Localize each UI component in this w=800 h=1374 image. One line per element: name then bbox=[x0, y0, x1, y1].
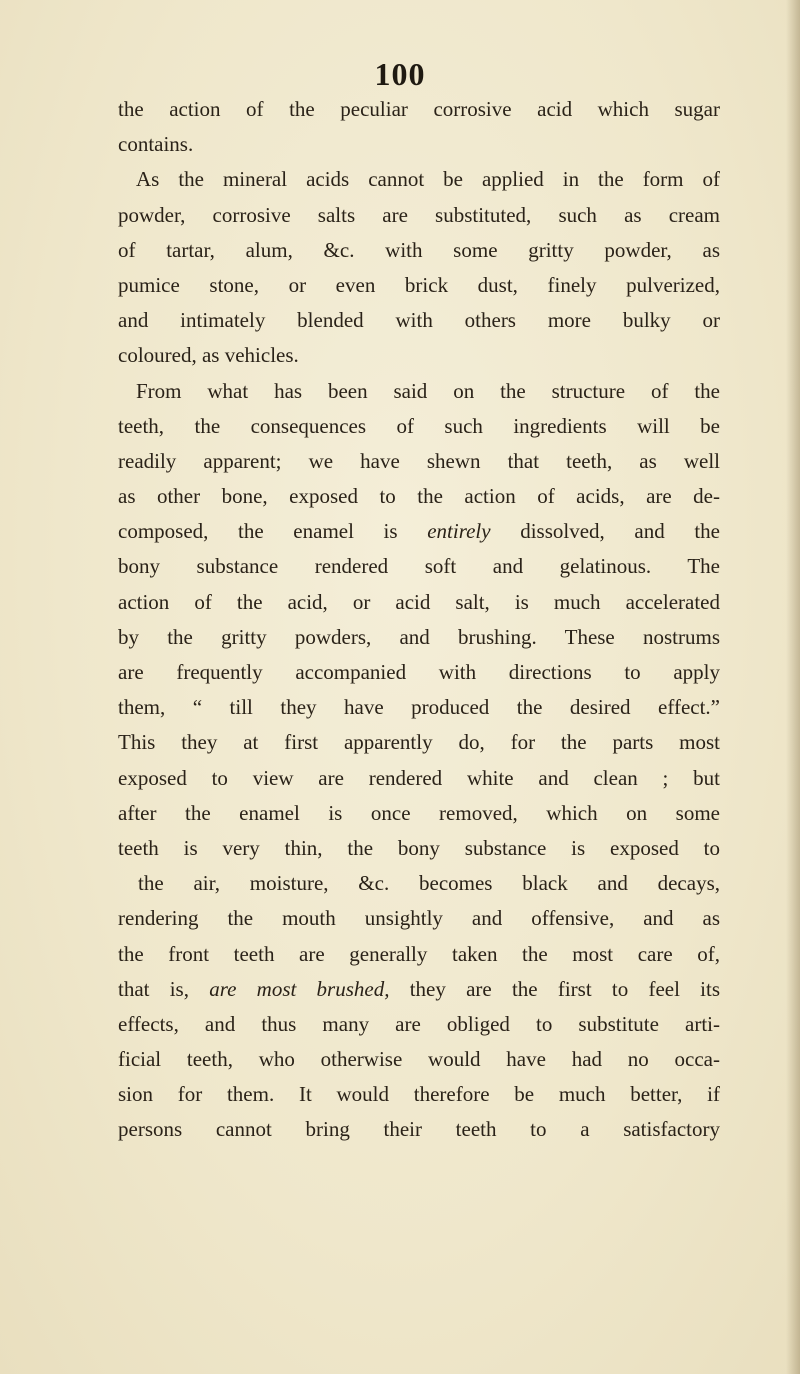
text-line: and intimately blended with others more bulky or bbox=[118, 308, 720, 333]
text-segment: composed, the enamel is bbox=[118, 519, 428, 544]
text-line: From what has been said on the structure of the bbox=[136, 378, 720, 403]
body-text bbox=[118, 92, 720, 1148]
text-line: teeth is very thin, the bony substance is exposed to bbox=[118, 835, 720, 860]
text-segment: dissolved, and the bbox=[490, 519, 720, 544]
text-line: after the enamel is once removed, which on some bbox=[118, 800, 720, 825]
text-line: This they at first apparently do, for the parts most bbox=[118, 730, 720, 755]
text-line: by the gritty powders, and brushing. These nostrums bbox=[118, 624, 720, 649]
text-line bbox=[118, 972, 720, 1007]
text-line: action of the acid, or acid salt, is much accelerated bbox=[118, 589, 720, 614]
text-line: rendering the mouth unsightly and offensive, and as bbox=[118, 906, 720, 931]
text-line: the air, moisture, &c. becomes black and decays, bbox=[138, 871, 720, 896]
text-line: effects, and thus many are obliged to substitute arti- bbox=[118, 1011, 720, 1036]
text-line: teeth, the consequences of such ingredients will be bbox=[118, 413, 720, 438]
text-line: coloured, as vehicles. bbox=[118, 343, 299, 368]
text-line: of tartar, alum, &c. with some gritty powder, as bbox=[118, 237, 720, 262]
italic-text: are most brushed, bbox=[209, 976, 390, 1001]
text-line: the front teeth are generally taken the most care of, bbox=[118, 941, 720, 966]
text-line: sion for them. It would therefore be much better, if bbox=[118, 1082, 720, 1107]
text-line: contains. bbox=[118, 132, 194, 157]
text-line: pumice stone, or even brick dust, finely pulverized, bbox=[118, 272, 720, 297]
text-segment: that is, bbox=[118, 976, 210, 1001]
text-line: are frequently accompanied with directions to apply bbox=[118, 660, 720, 684]
text-line: them, “ till they have produced the desired effect.” bbox=[118, 695, 720, 720]
text-line: readily apparent; we have shewn that teeth, as well bbox=[118, 448, 720, 473]
text-line: persons cannot bring their teeth to a satisfactory bbox=[118, 1117, 720, 1142]
text-line bbox=[118, 514, 720, 549]
text-line: exposed to view are rendered white and clean ; but bbox=[118, 765, 720, 790]
text-line: ficial teeth, who otherwise would have had no occa- bbox=[118, 1047, 720, 1072]
text-line: as other bone, exposed to the action of acids, are de- bbox=[118, 484, 720, 509]
page-edge-shadow bbox=[786, 0, 800, 1374]
text-line: As the mineral acids cannot be applied in the form of bbox=[136, 167, 720, 192]
page-number: 100 bbox=[374, 56, 426, 92]
text-segment: they are the first to feel its bbox=[389, 976, 721, 1001]
text-line: powder, corrosive salts are substituted, such as cream bbox=[118, 202, 720, 227]
italic-text: entirely bbox=[427, 519, 491, 544]
text-line: bony substance rendered soft and gelatinous. The bbox=[118, 554, 720, 579]
text-line: the action of the peculiar corrosive acid which sugar bbox=[118, 97, 720, 121]
